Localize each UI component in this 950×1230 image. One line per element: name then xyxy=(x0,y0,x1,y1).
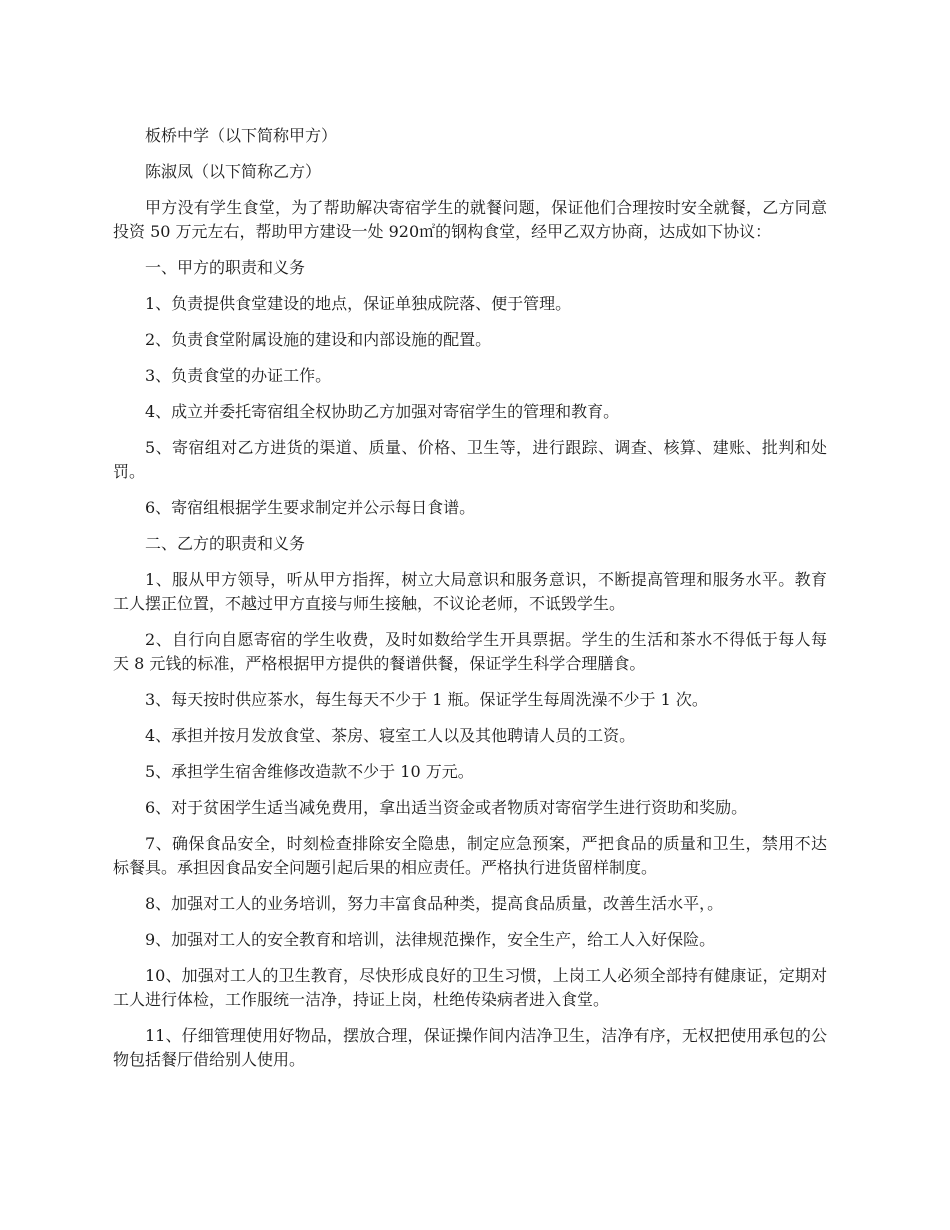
party-b-clause-2: 2、自行向自愿寄宿的学生收费，及时如数给学生开具票据。学生的生活和茶水不得低于每人每天 8 元钱的标准，严格根据甲方提供的餐谱供餐，保证学生科学合理膳食。 xyxy=(113,630,827,673)
party-a-clause-1: 1、负责提供食堂建设的地点，保证单独成院落、便于管理。 xyxy=(145,294,572,313)
party-a-line: 板桥中学（以下简称甲方） xyxy=(145,126,338,145)
section-heading-party-b: 二、乙方的职责和义务 xyxy=(145,534,306,553)
document-body xyxy=(113,124,827,1084)
party-a-clause-4: 4、成立并委托寄宿组全权协助乙方加强对寄宿学生的管理和教育。 xyxy=(145,402,620,421)
party-b-clause-8: 8、加强对工人的业务培训，努力丰富食品种类，提高食品质量，改善生活水平，。 xyxy=(145,894,724,913)
party-b-clause-1: 1、服从甲方领导，听从甲方指挥，树立大局意识和服务意识，不断提高管理和服务水平。教育工人摆正位置，不越过甲方直接与师生接触，不议论老师，不诋毁学生。 xyxy=(113,570,827,613)
party-b-clause-9: 9、加强对工人的安全教育和培训，法律规范操作，安全生产，给工人入好保险。 xyxy=(145,930,716,949)
party-a-clause-2: 2、负责食堂附属设施的建设和内部设施的配置。 xyxy=(145,330,492,349)
party-a-clause-6: 6、寄宿组根据学生要求制定并公示每日食谱。 xyxy=(145,498,476,517)
party-a-clause-5: 5、寄宿组对乙方进货的渠道、质量、价格、卫生等，进行跟踪、调查、核算、建账、批判和处罚。 xyxy=(113,438,827,481)
party-a-clause-3: 3、负责食堂的办证工作。 xyxy=(145,366,332,385)
party-b-clause-6: 6、对于贫困学生适当减免费用，拿出适当资金或者物质对寄宿学生进行资助和奖励。 xyxy=(145,798,748,817)
party-b-clause-5: 5、承担学生宿舍维修改造款不少于 10 万元。 xyxy=(145,762,474,781)
intro-paragraph: 甲方没有学生食堂，为了帮助解决寄宿学生的就餐问题，保证他们合理按时安全就餐，乙方同意投资 50 万元左右，帮助甲方建设一处 920㎡的钢构食堂，经甲乙双方协商，达成如下协议： xyxy=(113,198,827,241)
party-b-clause-10: 10、加强对工人的卫生教育，尽快形成良好的卫生习惯，上岗工人必须全部持有健康证，定期对工人进行体检，工作服统一洁净，持证上岗，杜绝传染病者进入食堂。 xyxy=(113,966,827,1009)
party-b-clause-3: 3、每天按时供应茶水，每生每天不少于 1 瓶。保证学生每周洗澡不少于 1 次。 xyxy=(145,690,708,709)
party-b-clause-7: 7、确保食品安全，时刻检查排除安全隐患，制定应急预案，严把食品的质量和卫生，禁用不达标餐具。承担因食品安全问题引起后果的相应责任。严格执行进货留样制度。 xyxy=(113,834,827,877)
section-heading-party-a: 一、甲方的职责和义务 xyxy=(145,258,306,277)
party-b-line: 陈淑凤（以下简称乙方） xyxy=(145,162,322,181)
party-b-clause-4: 4、承担并按月发放食堂、茶房、寝室工人以及其他聘请人员的工资。 xyxy=(145,726,636,745)
party-b-clause-11: 11、仔细管理使用好物品，摆放合理，保证操作间内洁净卫生，洁净有序，无权把使用承包的公物包括餐厅借给别人使用。 xyxy=(113,1026,827,1069)
